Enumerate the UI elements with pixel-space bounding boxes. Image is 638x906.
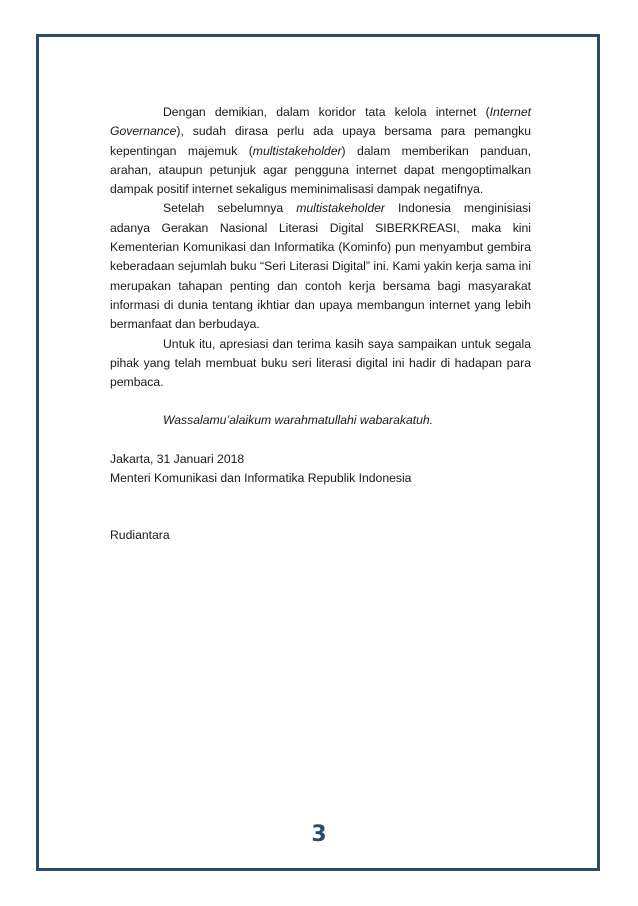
text-run: Untuk itu, apresiasi dan terima kasih saya sampaikan untuk segala pihak yang telah membuat buku seri literasi digital ini hadir di hadapan para pembaca.	[110, 336, 531, 390]
body-paragraph	[110, 335, 531, 393]
signatory-position: Menteri Komunikasi dan Informatika Republik Indonesia	[110, 471, 412, 486]
document-body	[110, 103, 531, 546]
place-date: Jakarta, 31 Januari 2018	[110, 451, 245, 466]
italic-term: multistakeholder	[252, 143, 342, 158]
italic-term: multistakeholder	[296, 201, 385, 216]
text-run: ), sudah dirasa perlu ada upaya bersama para pemangku kepentingan majemuk (	[110, 124, 531, 158]
signatory-name: Rudiantara	[110, 528, 170, 543]
italic-term: Internet Governance	[110, 105, 531, 139]
text-run: ) dalam memberikan panduan, arahan, ataupun petunjuk agar pengguna internet dapat mengoptimalkan dampak positif internet sekaligus meminimalisasi dampak negatifnya.	[110, 143, 531, 197]
text-run: Indonesia menginisiasi adanya Gerakan Nasional Literasi Digital SIBERKREASI, maka kini Kementerian Komunikasi dan Informatika (Kominfo) pun menyambut gembira keberadaan sejumlah buku “Seri Literasi Digital” ini. Kami yakin kerja sama ini merupakan tahapan penting dan contoh kerja bersama bagi masyarakat informasi di dunia tentang ikhtiar dan upaya membangun internet yang lebih bermanfaat dan berbudaya.	[110, 201, 531, 332]
body-paragraph	[110, 103, 531, 199]
text-run: Setelah sebelumnya	[163, 201, 297, 216]
body-paragraph	[110, 199, 531, 334]
text-run: Dengan demikian, dalam koridor tata kelola internet (	[163, 105, 490, 119]
closing-greeting: Wassalamu’alaikum warahmatullahi wabarakatuh.	[163, 413, 434, 428]
page-number: 3	[311, 822, 327, 847]
